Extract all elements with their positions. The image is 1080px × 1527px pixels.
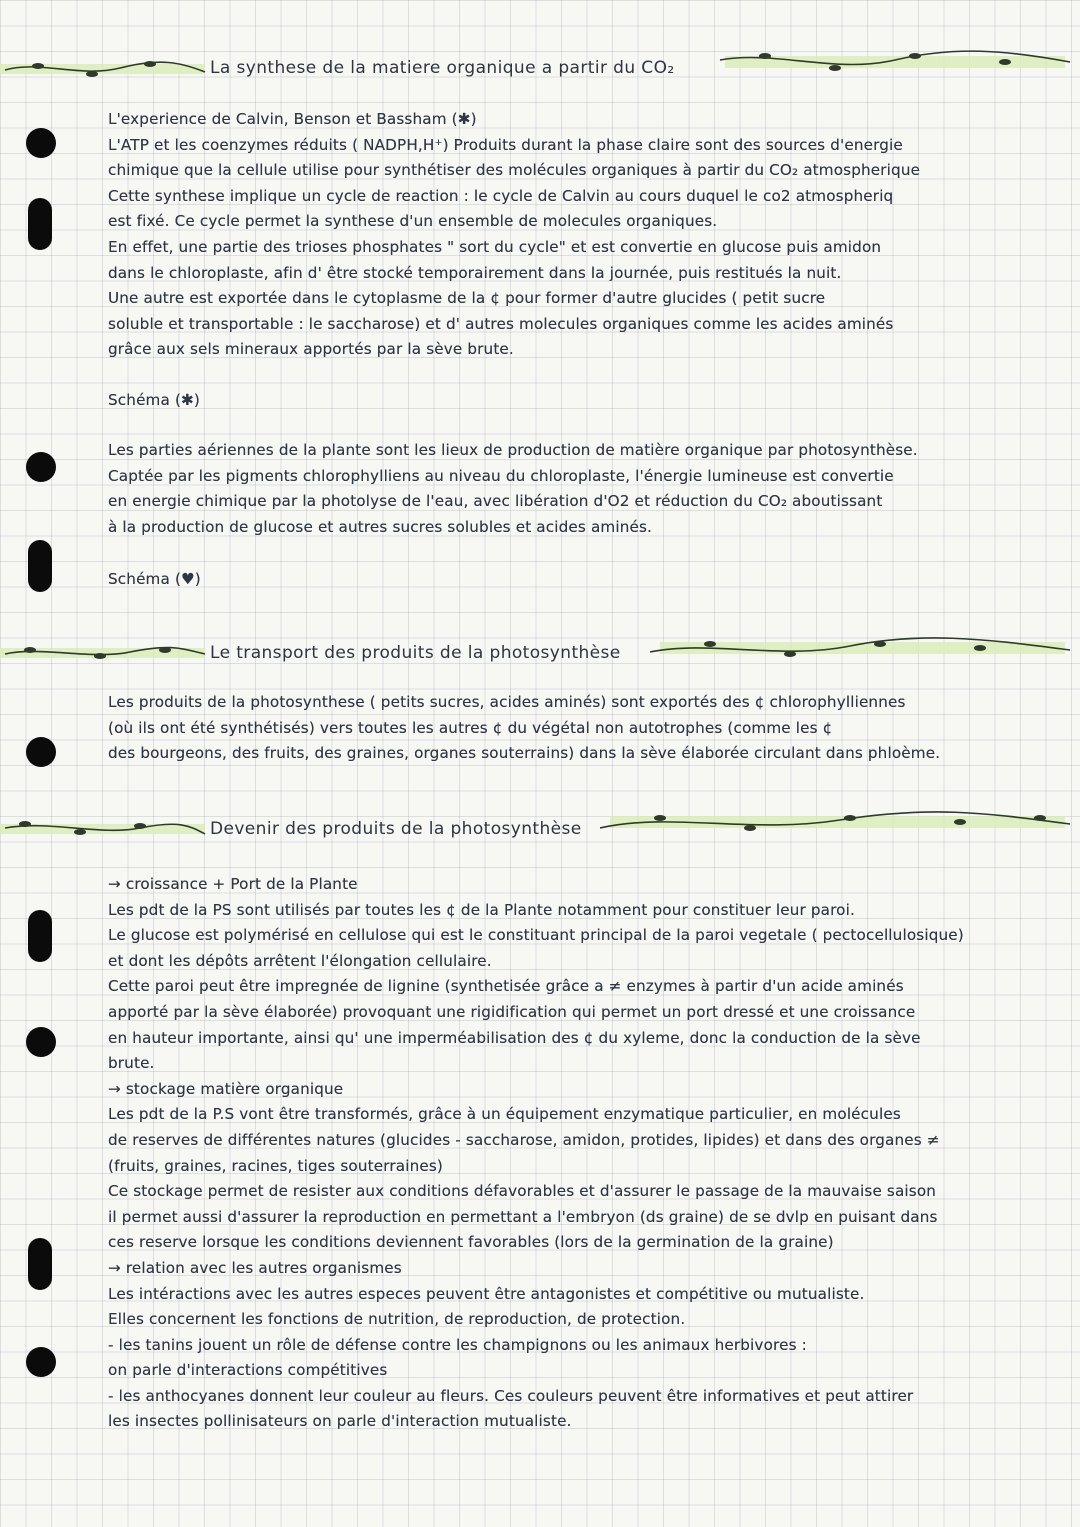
paragraph-calvin [108,107,1058,363]
text-line: L'experience de Calvin, Benson et Bassham (✱) [108,110,477,128]
vine-decoration [0,636,210,670]
vine-decoration [600,806,1075,840]
text-line: → stockage matière organique [108,1079,344,1098]
binder-hole [26,1347,56,1377]
schema-label: Schéma (♥) [108,570,201,588]
text-line: soluble et transportable : le saccharose) et d' autres molecules organiques comme les acides aminés [108,314,894,333]
text-line: grâce aux sels mineraux apportés par la sève brute. [108,340,514,359]
text-line: Les produits de la photosynthese ( petits sucres, acides aminés) sont exportés des ¢ chlorophylliennes [108,693,906,711]
vine-decoration [0,812,210,846]
text-line: L'ATP et les coenzymes réduits ( NADPH,H⁺) Produits durant la phase claire sont des sources d'energie [108,135,903,154]
text-line: - les anthocyanes donnent leur couleur au fleurs. Ces couleurs peuvent être informatives et peut attirer [108,1386,914,1405]
text-line: les insectes pollinisateurs on parle d'interaction mutualiste. [108,1412,572,1431]
text-line: Les parties aériennes de la plante sont les lieux de production de matière organique par photosynthèse. [108,441,918,459]
binder-hole [26,452,56,482]
text-line: en energie chimique par la photolyse de l'eau, avec libération d'O2 et réduction du CO₂ aboutissant [108,492,883,511]
text-line: apporté par la sève élaborée) provoquant une rigidification qui permet un port dressé et une croissance [108,1002,916,1021]
text-line: et dont les dépôts arrêtent l'élongation cellulaire. [108,951,492,970]
paragraph-parties-aeriennes [108,438,1058,540]
binder-hole [28,198,52,250]
paragraph-transport [108,690,1058,767]
binder-hole [26,737,56,767]
text-line: de reserves de différentes natures (glucides - saccharose, amidon, protides, lipides) et dans des organes ≠ [108,1130,940,1149]
text-line: Les intéractions avec les autres especes peuvent être antagonistes et compétitive ou mutualiste. [108,1284,865,1303]
section-title-transport: Le transport des produits de la photosynthèse [210,643,621,663]
text-line: → relation avec les autres organismes [108,1258,402,1277]
text-line: Cette synthese implique un cycle de reaction : le cycle de Calvin au cours duquel le co2 atmospheriq [108,186,894,205]
section-title-synthese: La synthese de la matiere organique a partir du CO₂ [210,58,675,78]
vine-decoration [715,46,1075,80]
text-line: on parle d'interactions compétitives [108,1361,388,1380]
text-line: ces reserve lorsque les conditions deviennent favorables (lors de la germination de la graine) [108,1233,834,1252]
text-line: Les pdt de la PS sont utilisés par toutes les ¢ de la Plante notamment pour constituer leur paroi. [108,900,855,919]
text-line: des bourgeons, des fruits, des graines, organes souterrains) dans la sève élaborée circulant dans phloème. [108,744,941,763]
binder-holes [0,0,90,1527]
binder-hole [26,128,56,158]
schema-label-1 [108,388,1058,414]
text-line: chimique que la cellule utilise pour synthétiser des molécules organiques à partir du CO₂ atmospherique [108,161,921,180]
text-line: En effet, une partie des trioses phosphates " sort du cycle" et est convertie en glucose puis amidon [108,237,882,256]
section-title-devenir: Devenir des produits de la photosynthèse [210,819,582,839]
text-line: en hauteur importante, ainsi qu' une imperméabilisation des ¢ du xyleme, donc la conduction de la sève [108,1028,921,1047]
schema-label: Schéma (✱) [108,391,200,409]
text-line: → croissance + Port de la Plante [108,875,358,893]
text-line: (fruits, graines, racines, tiges souterraines) [108,1156,443,1175]
text-line: est fixé. Ce cycle permet la synthese d'un ensemble de molecules organiques. [108,212,718,231]
binder-hole [28,1238,52,1290]
text-line: Captée par les pigments chlorophylliens au niveau du chloroplaste, l'énergie lumineuse est convertie [108,466,894,485]
text-line: Ce stockage permet de resister aux conditions défavorables et d'assurer le passage de la mauvaise saison [108,1182,937,1201]
binder-hole [28,540,52,592]
text-line: - les tanins jouent un rôle de défense contre les champignons ou les animaux herbivores : [108,1335,807,1354]
text-line: à la production de glucose et autres sucres solubles et acides aminés. [108,517,653,536]
text-line: Les pdt de la P.S vont être transformés, grâce à un équipement enzymatique particulier, en molécules [108,1105,901,1124]
schema-label-2 [108,567,1058,593]
text-line: Une autre est exportée dans le cytoplasme de la ¢ pour former d'autre glucides ( petit sucre [108,289,826,308]
text-line: Elles concernent les fonctions de nutrition, de reproduction, de protection. [108,1310,686,1329]
vine-decoration [0,52,210,86]
vine-decoration [650,632,1075,666]
text-line: dans le chloroplaste, afin d' être stocké temporairement dans la journée, puis restitués la nuit. [108,263,842,282]
binder-hole [26,1027,56,1057]
text-line: il permet aussi d'assurer la reproduction en permettant a l'embryon (ds graine) de se dvlp en puisant dans [108,1207,938,1226]
binder-hole [28,910,52,962]
text-line: Le glucose est polymérisé en cellulose qui est le constituant principal de la paroi vegetale ( pectocellulosique) [108,926,964,945]
text-line: brute. [108,1054,155,1073]
text-line: (où ils ont été synthétisés) vers toutes les autres ¢ du végétal non autotrophes (comme les ¢ [108,718,833,737]
text-line: Cette paroi peut être impregnée de lignine (synthetisée grâce a ≠ enzymes à partir d'un acide aminés [108,977,904,996]
paragraph-devenir [108,872,1058,1435]
